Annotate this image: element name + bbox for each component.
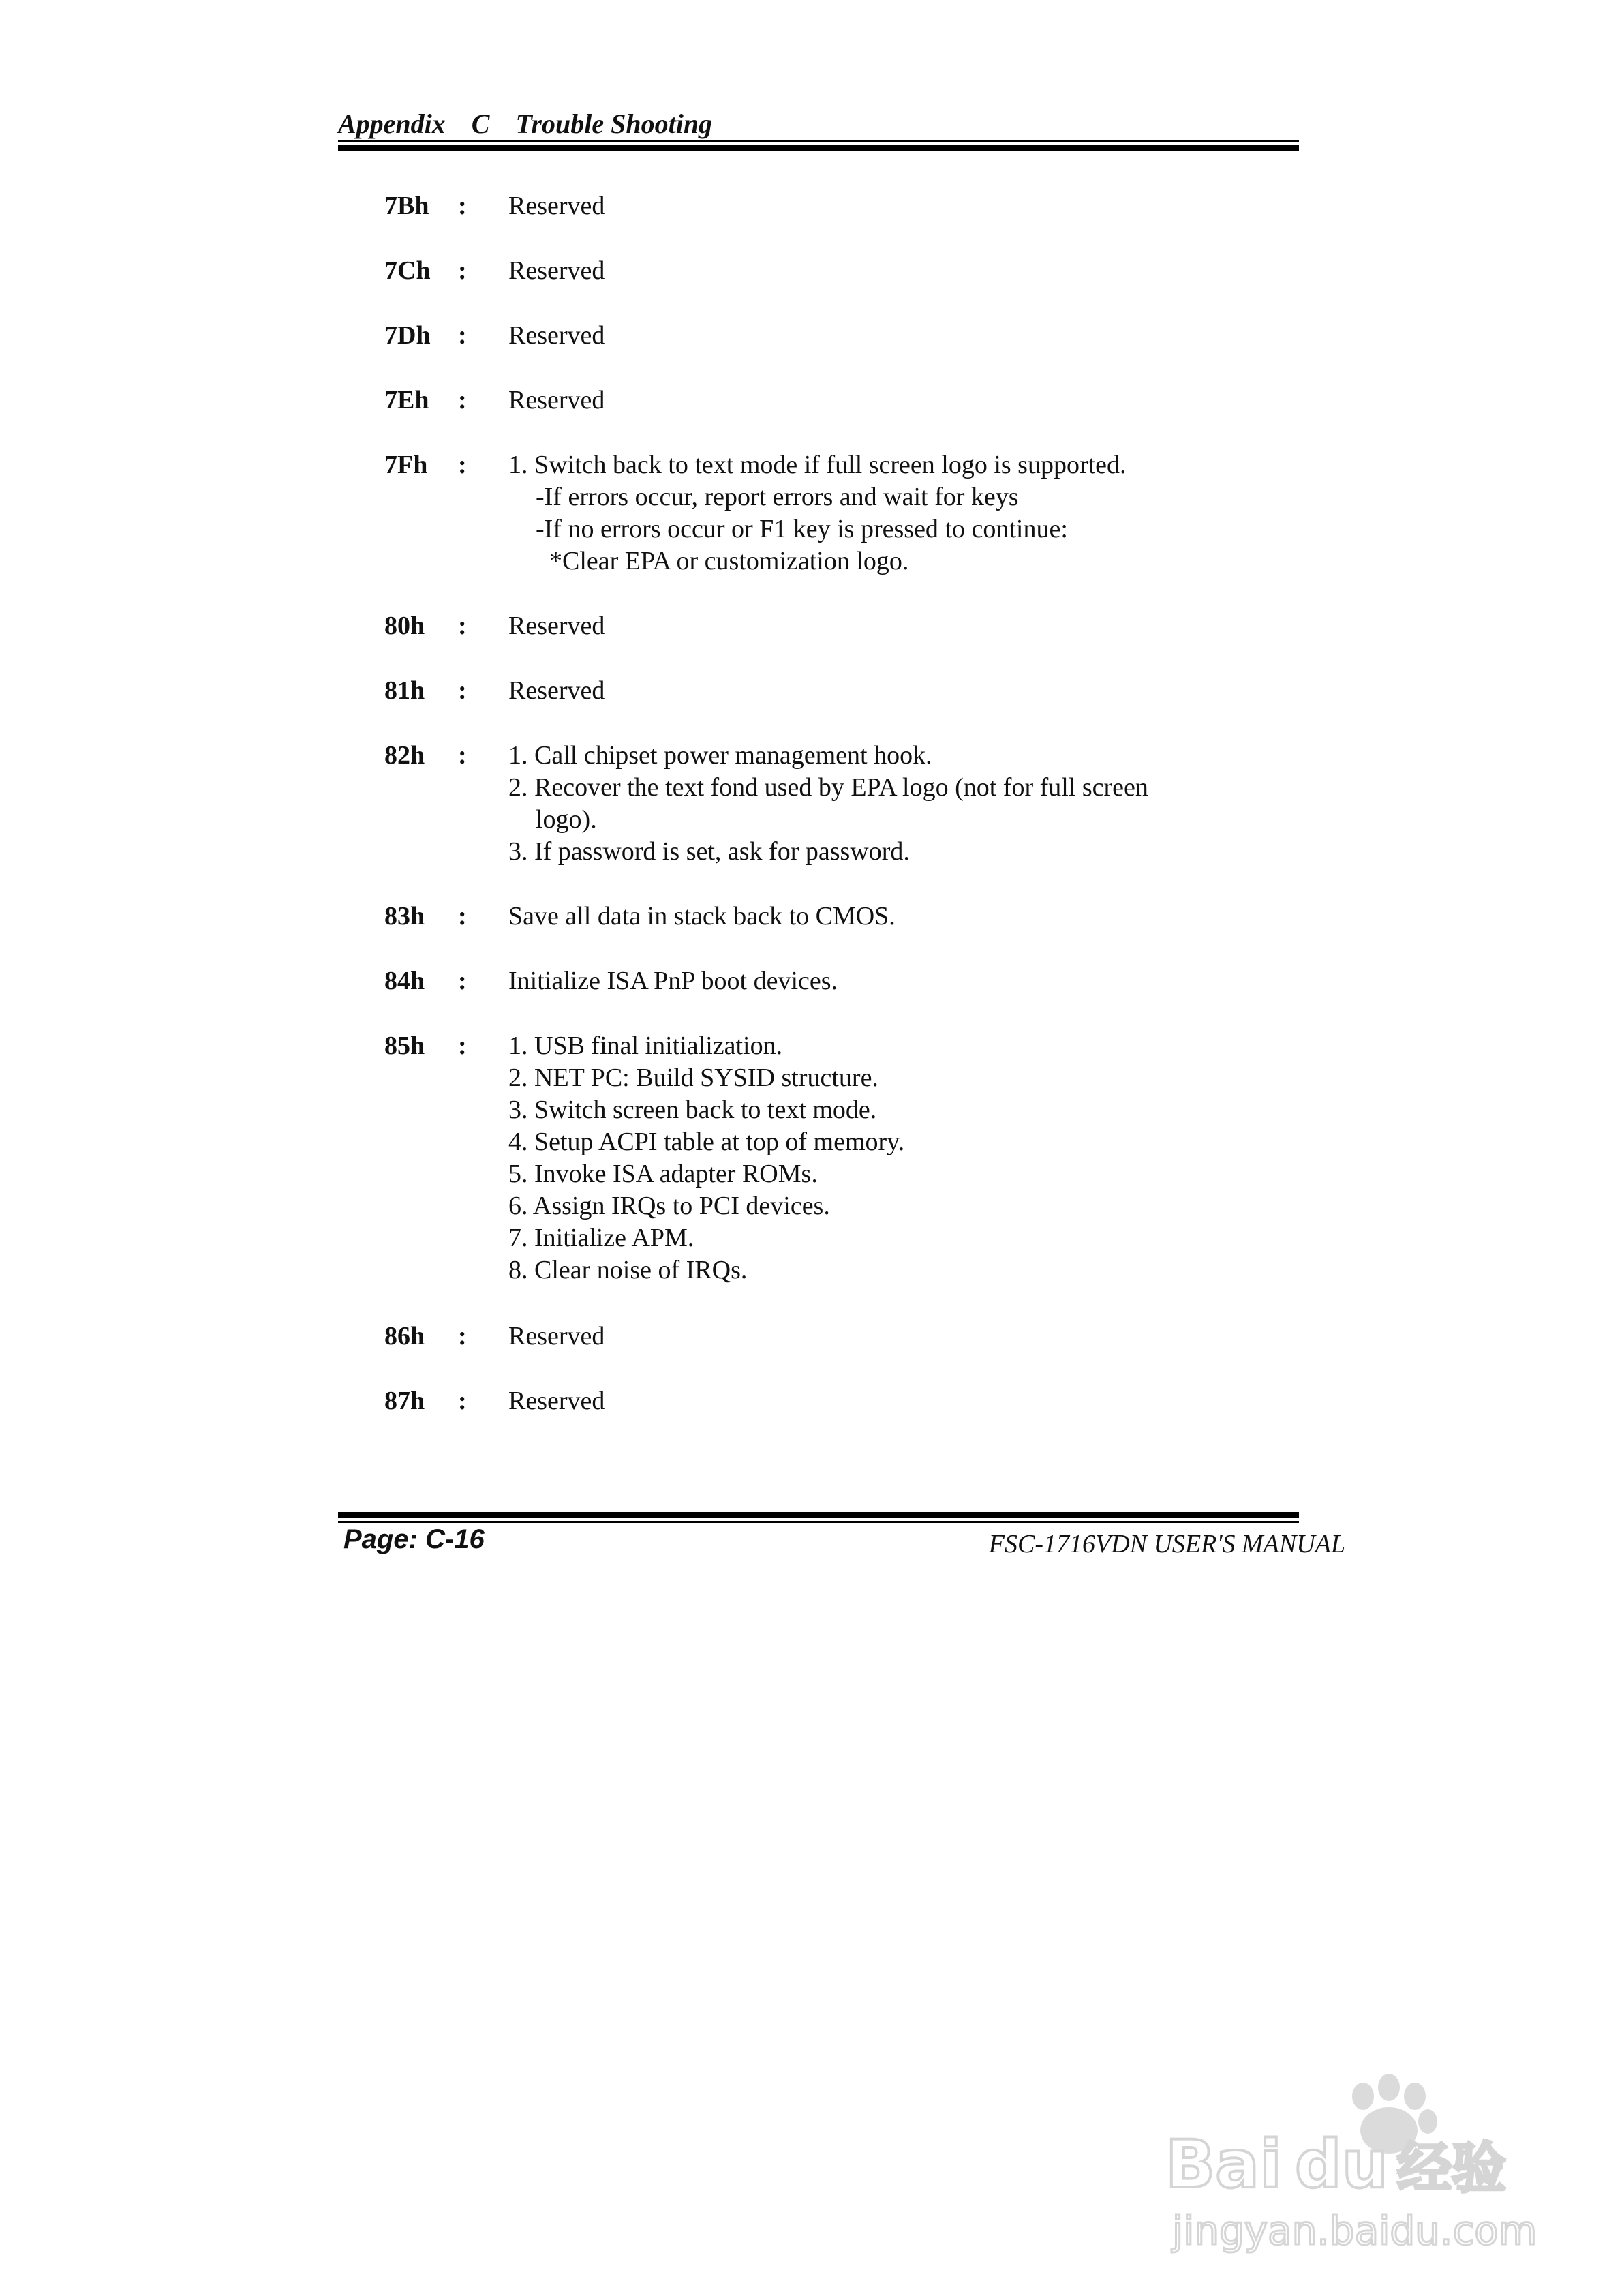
separator: : [458,741,467,770]
description [508,384,1258,417]
description-line: Save all data in stack back to CMOS. [508,902,896,931]
description [508,449,1258,577]
description-line: Reserved [508,1322,605,1350]
page-number: Page: C-16 [343,1524,485,1554]
description-line: -If no errors occur or F1 key is pressed to continue: [536,515,1068,543]
description [508,740,1258,868]
footer-rule-thick [338,1512,1299,1518]
description-line: Reserved [508,611,605,640]
separator: : [458,611,467,640]
separator: : [458,192,467,220]
description-line: 5. Invoke ISA adapter ROMs. [508,1160,818,1188]
description-line: 1. USB final initialization. [508,1031,783,1060]
post-code: 87h [384,1387,425,1415]
description-line: Reserved [508,192,605,220]
separator: : [458,1322,467,1350]
svg-text:jingyan.baidu.com: jingyan.baidu.com [1172,2207,1537,2254]
baidu-watermark-logo [1159,2066,1540,2270]
separator: : [458,256,467,285]
post-code: 7Dh [384,321,431,350]
header-title: Trouble Shooting [515,108,713,139]
description-line: Reserved [508,1387,605,1415]
description-line: Reserved [508,676,605,705]
svg-text:du: du [1295,2126,1389,2203]
separator: : [458,967,467,995]
description-line: 3. If password is set, ask for password. [508,837,910,866]
post-code: 81h [384,676,425,705]
description [508,320,1258,352]
description [508,1320,1258,1353]
header-letter: C [471,108,490,139]
separator: : [458,451,467,479]
description [508,901,1258,933]
description-line: 4. Setup ACPI table at top of memory. [508,1128,905,1156]
description-line: 6. Assign IRQs to PCI devices. [508,1192,830,1220]
description-line: 2. Recover the text fond used by EPA logo (not for full screen [508,773,1148,802]
description-line: Reserved [508,386,605,414]
post-code: 86h [384,1322,425,1350]
description-line: 3. Switch screen back to text mode. [508,1096,877,1124]
separator: : [458,386,467,414]
post-code: 85h [384,1031,425,1060]
post-code: 80h [384,611,425,640]
post-code: 84h [384,967,425,995]
description-line: logo). [536,805,597,834]
separator: : [458,902,467,931]
post-code: 7Eh [384,386,429,414]
description [508,610,1258,642]
description-line: -If errors occur, report errors and wait for keys [536,483,1019,511]
manual-title: FSC-1716VDN USER'S MANUAL [988,1530,1345,1558]
description [508,1030,1258,1286]
description-line: Initialize ISA PnP boot devices. [508,967,838,995]
separator: : [458,1387,467,1415]
description-line: 8. Clear noise of IRQs. [508,1256,748,1284]
description-line: 1. Switch back to text mode if full screen logo is supported. [508,451,1127,479]
svg-text:Bai: Bai [1165,2126,1282,2203]
svg-text:经验: 经验 [1397,2136,1506,2200]
post-code: 82h [384,741,425,770]
description [508,1385,1258,1417]
footer-rule-thin [338,1521,1299,1523]
separator: : [458,1031,467,1060]
separator: : [458,321,467,350]
description-line: *Clear EPA or customization logo. [549,547,909,575]
header-appendix: Appendix [338,108,446,139]
description [508,965,1258,997]
post-code: 83h [384,902,425,931]
description-line: 2. NET PC: Build SYSID structure. [508,1063,878,1092]
description-line: 1. Call chipset power management hook. [508,741,932,770]
description [508,190,1258,222]
description [508,255,1258,287]
post-code: 7Fh [384,451,428,479]
description-line: 7. Initialize APM. [508,1224,694,1252]
post-code: 7Ch [384,256,431,285]
description-line: Reserved [508,321,605,350]
description-line: Reserved [508,256,605,285]
separator: : [458,676,467,705]
post-code: 7Bh [384,192,429,220]
description [508,675,1258,707]
